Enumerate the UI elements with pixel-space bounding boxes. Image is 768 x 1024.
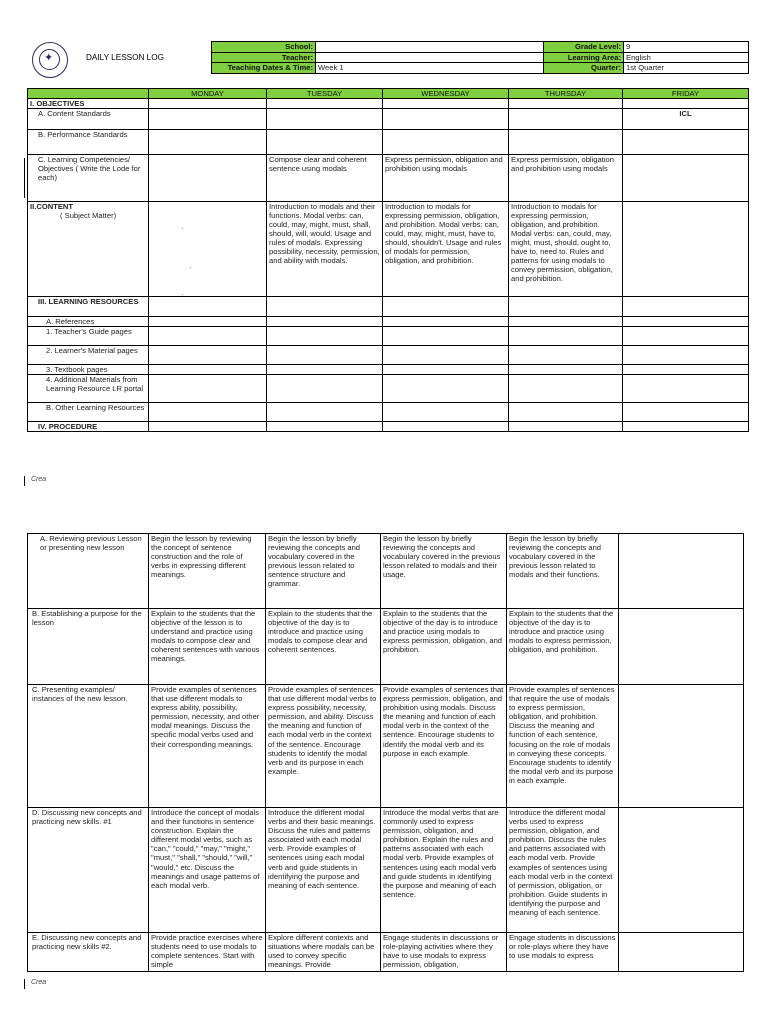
table-row [28, 609, 744, 685]
section-learning-resources: III. LEARNING RESOURCES [28, 297, 149, 317]
stray-mark: · [181, 290, 184, 299]
cell-tuesday: Explain to the students that the objective of the day is to introduce and practice using modals to compose clear and coherent sentences. [266, 609, 381, 685]
cell-friday [619, 933, 744, 972]
subject-matter-label: ( Subject Matter) [60, 211, 117, 220]
cell-friday [619, 685, 744, 808]
cell-tuesday: Provide examples of sentences that use different modal verbs to express possibility, necessity, permission, and ability. Discuss the meaning and function of each modal verb in the context of the sentence. Encourage students to identify the modal verb and its purpose in each example. [266, 685, 381, 808]
references-label: A. References [28, 317, 149, 327]
cell-wednesday: Provide examples of sentences that express permission, obligation, and prohibition using modals. Discuss the meaning and function of each modal verb in the context of the sentence. Encourage students to identify the modal verb and its purpose in each example. [381, 685, 507, 808]
school-label: School: [212, 42, 316, 53]
procedure-label-d: D. Discussing new concepts and practicing new skills. #1 [28, 808, 149, 933]
learning-area-value: English [624, 52, 749, 63]
day-header-thursday: THURSDAY [509, 89, 623, 99]
procedure-label-e: E. Discussing new concepts and practicing new skills #2. [28, 933, 149, 972]
footer-note: Crea [31, 979, 47, 986]
competency-wednesday: Express permission, obligation and prohibition using modals [383, 155, 509, 202]
content-tuesday: Introduction to modals and their functions. Modal verbs: can, could, may, might, must, shall, should, will, would. Usage and rules of modals. Expressing possibility, necessity, permission, and ability with modals. [267, 202, 383, 297]
lesson-plan-table [27, 88, 749, 432]
cell-thursday: Begin the lesson by briefly reviewing the concepts and vocabulary covered in the previous lesson related to modals and their functions. [507, 534, 619, 609]
day-header-friday: FRIDAY [623, 89, 749, 99]
cell-tuesday: Explore different contexts and situations where modals can be used to convey specific meanings. Provide [266, 933, 381, 972]
teacher-label: Teacher: [212, 52, 316, 63]
document-title: DAILY LESSON LOG [86, 53, 164, 62]
day-header-tuesday: TUESDAY [267, 89, 383, 99]
table-row [28, 933, 744, 972]
textbook-pages-label: 3. Textbook pages [28, 365, 149, 375]
stray-mark: · [189, 263, 192, 272]
learners-material-label: 2. Learner's Material pages [28, 346, 149, 365]
procedure-label-a: A. Reviewing previous Lesson or presenting new lesson [28, 534, 149, 609]
procedure-table [27, 533, 744, 972]
cell-wednesday: Engage students in discussions or role-playing activities where they have to use modals to express permission, obligation, [381, 933, 507, 972]
cell-friday [619, 609, 744, 685]
friday-icl: ICL [623, 109, 749, 130]
cell-tuesday: Begin the lesson by briefly reviewing the concepts and vocabulary covered in the previous lesson related to sentence structure and grammar. [266, 534, 381, 609]
competency-thursday: Express permission, obligation and prohibition using modals [509, 155, 623, 202]
stray-mark: · [181, 224, 184, 233]
quarter-value: 1st Quarter [624, 63, 749, 74]
performance-standards-label: B. Performance Standards [28, 130, 149, 155]
cell-monday: Provide practice exercises where students need to use modals to complete sentences. Start with simple [149, 933, 266, 972]
content-wednesday: Introduction to modals for expressing permission, obligation, and prohibition. Modal verbs: can, could, may, might, must, have to, should, shouldn't. Usage and rules of modals for permission, obligation, and prohibition. [383, 202, 509, 297]
additional-materials-label: 4. Additional Materials from Learning Resource LR portal [28, 375, 149, 403]
content-standards-label: A. Content Standards [28, 109, 149, 130]
grade-level-value: 9 [624, 42, 749, 53]
cell-wednesday: Explain to the students that the objective of the day is to introduce and practice using modals to express permission, obligation, and prohibition. [381, 609, 507, 685]
teachers-guide-label: 1. Teacher's Guide pages [28, 327, 149, 346]
competency-tuesday: Compose clear and coherent sentence using modals [267, 155, 383, 202]
learning-area-label: Learning Area: [544, 52, 624, 63]
section-objectives: I. OBJECTIVES [28, 99, 149, 109]
cell-monday: Provide examples of sentences that use different modals to express ability, possibility, permission, necessity, and other modal meanings. Discuss the specific modal verbs used and their corresponding meanings. [149, 685, 266, 808]
header-info-table [211, 41, 749, 74]
teaching-dates-value: Week 1 [316, 63, 544, 74]
cell-wednesday: Begin the lesson by briefly reviewing the concepts and vocabulary covered in the previous lesson related to modals and their usage. [381, 534, 507, 609]
cell-thursday: Engage students in discussions or role-plays where they have to use modals to express [507, 933, 619, 972]
school-value [316, 42, 544, 53]
margin-line [24, 979, 25, 989]
day-header-wednesday: WEDNESDAY [383, 89, 509, 99]
table-row [28, 808, 744, 933]
content-thursday: Introduction to modals for expressing permission, obligation, and prohibition. Modal verbs: can, could, may, might, must, should, ought to, have to, need to. Rules and patterns for using modals to convey permission, obligation, and prohibition. [509, 202, 623, 297]
procedure-label-b: B. Establishing a purpose for the lesson [28, 609, 149, 685]
quarter-label: Quarter: [544, 63, 624, 74]
grade-level-label: Grade Level: [544, 42, 624, 53]
day-header-monday: MONDAY [149, 89, 267, 99]
deped-seal-logo: ✦ [32, 42, 68, 78]
cell-thursday: Explain to the students that the objective of the day is to introduce and practice using modals to express permission, obligation, and prohibition. [507, 609, 619, 685]
cell-monday: Explain to the students that the objective of the lesson is to understand and practice using modals to compose clear and coherent sentences with various meanings. [149, 609, 266, 685]
footer-note: Crea [31, 476, 47, 483]
cell-thursday: Introduce the different modal verbs used to express permission, obligation, and prohibition. Discuss the rules and patterns associated with each modal verb. Provide examples of sentences using each modal verb in the context of permission, obligation, or prohibition. Guide students in identifying the purpose and meaning of each sentence. [507, 808, 619, 933]
cell-tuesday: Introduce the different modal verbs and their basic meanings. Discuss the rules and patterns associated with each modal verb. Provide examples of sentences using each modal verb and guide students in identifying the purpose and meaning of each sentence. [266, 808, 381, 933]
cell-monday: Begin the lesson by reviewing the concept of sentence construction and the role of verbs in expressing different meanings. [149, 534, 266, 609]
cell-monday: Introduce the concept of modals and their functions in sentence construction. Explain the different modal verbs, such as "can," "could," "may," "might," "must," "shall," "should," "will," "would," etc. Discuss the meanings and usage patterns of each modal verb. [149, 808, 266, 933]
margin-line [24, 158, 25, 198]
cell-wednesday: Introduce the modal verbs that are commonly used to express permission, obligation, and prohibition. Explain the rules and patterns associated with each modal verb. Provide examples of sentences using each modal verb and guide students in identifying the purpose and meaning of each sentence. [381, 808, 507, 933]
cell-friday [619, 808, 744, 933]
table-row [28, 685, 744, 808]
procedure-label-c: C. Presenting examples/ instances of the new lesson. [28, 685, 149, 808]
content-label-cell [28, 202, 149, 297]
section-procedure: IV. PROCEDURE [28, 422, 149, 432]
cell-friday [619, 534, 744, 609]
teacher-value [316, 52, 544, 63]
other-resources-label: B. Other Learning Resources [28, 403, 149, 422]
section-content: II.CONTENT [30, 202, 74, 211]
corner-cell [28, 89, 149, 99]
margin-line [24, 476, 25, 486]
table-row [28, 534, 744, 609]
learning-competencies-label: C. Learning Competencies/ Objectives ( Write the Lode for each) [28, 155, 149, 202]
cell-thursday: Provide examples of sentences that require the use of modals to express permission, obligation, and prohibition. Discuss the meaning and function of each sentence, focusing on the role of modals in conveying these concepts. Encourage students to identify the modal verb and its purpose in each example. [507, 685, 619, 808]
teaching-dates-label: Teaching Dates & Time: [212, 63, 316, 74]
